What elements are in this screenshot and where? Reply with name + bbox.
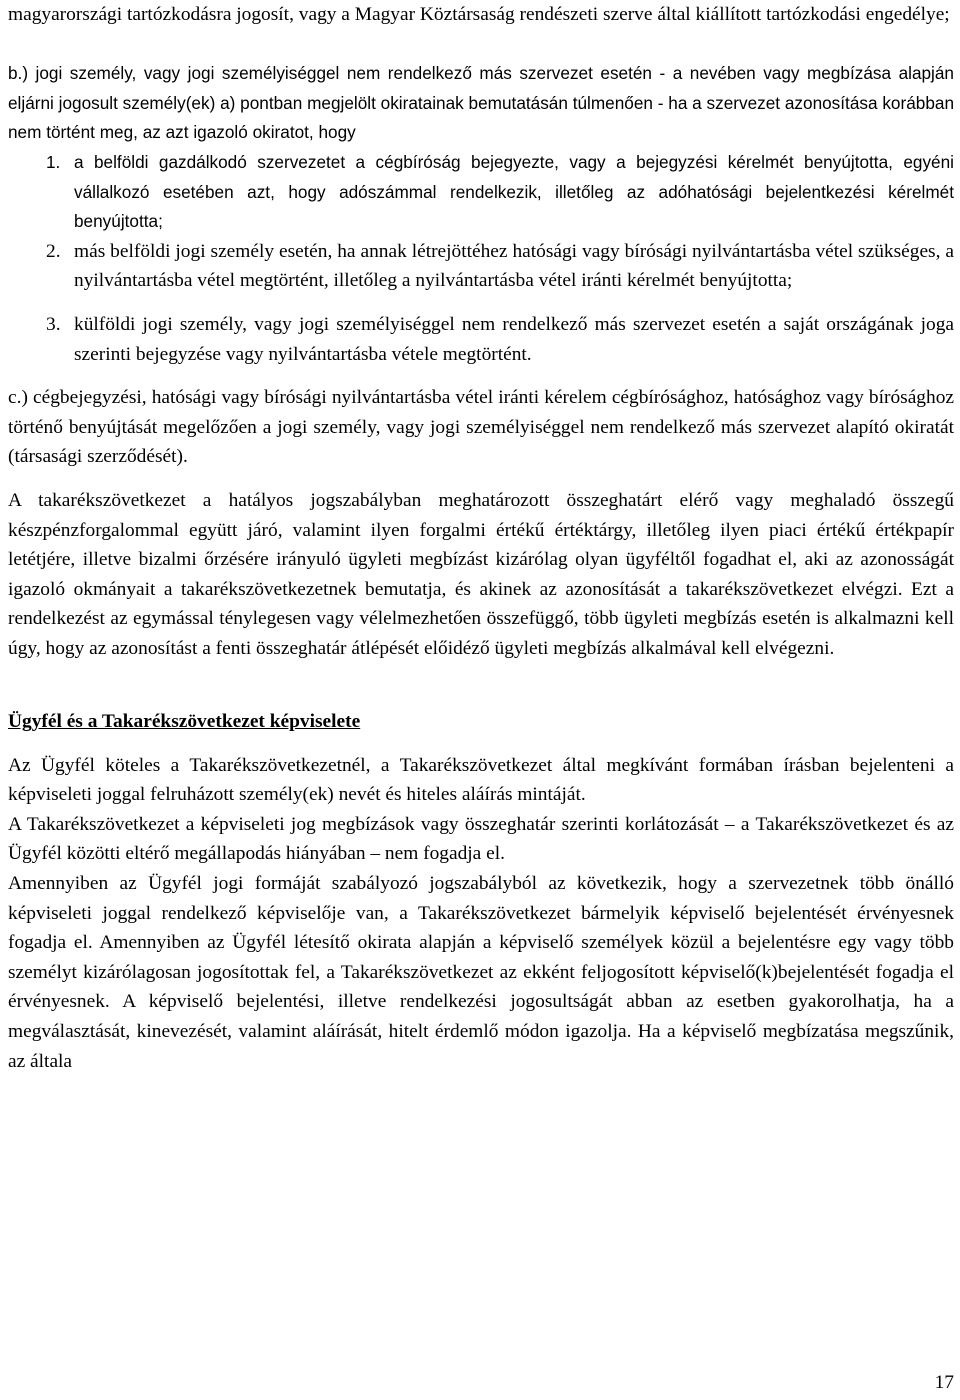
spacer (8, 30, 954, 60)
page-number: 17 (934, 1372, 954, 1394)
list-item-text: külföldi jogi személy, vagy jogi személyiséggel nem rendelkező más szervezet esetén a saját országának joga szerinti bejegyzése vagy nyilvántartásba vétele megtörtént. (74, 313, 954, 365)
list-item-number: 3. (46, 313, 61, 335)
list-item (8, 148, 954, 237)
representation-paragraph-3: Amennyiben az Ügyfél jogi formáját szabályozó jogszabályból az következik, hogy a szervezetnek több önálló képviseleti joggal rendelkező képviselője van, a Takarékszövetkezet bármelyik képviselő bejelentését érvényesnek fogadja el. Amennyiben az Ügyfél létesítő okirata alapján a képviselő személyek közül a bejelentésre egy vagy több személyt kizárólagosan jogosítottak fel, a Takarékszövetkezet az ekként feljogosított képviselő(k)bejelentését fogadja el érvényesnek. A képviselő bejelentési, illetve rendelkezési jogosultságát abban az esetben gyakorolhatja, ha a megválasztását, kinevezését, valamint aláírását, hitelt érdemlő módon igazolja. Ha a képviselő megbízatása megszűnik, az általa (8, 873, 954, 1072)
section-c-paragraph: c.) cégbejegyzési, hatósági vagy bírósági nyilvántartásba vétel iránti kérelem cégbírósághoz, hatósághoz vagy bírósághoz történő benyújtását megelőzően a jogi személy, vagy jogi személyiséggel nem rendelkező más szervezet alapító okiratát (társasági szerződését). (8, 387, 954, 468)
threshold-paragraph: A takarékszövetkezet a hatályos jogszabályban meghatározott összeghatárt elérő vagy meghaladó összegű készpénzforgalommal együtt járó, valamint ilyen forgalmi értékű értéktárgy, illetőleg ilyen piaci értékű értékpapír letétjére, illetve bizalmi őrzésére irányuló ügyleti megbízást kizárólag olyan ügyféltől fogadhat el, aki az azonosságát igazoló okmányait a takarékszövetkezetnek bemutatja, és akinek az azonosítását a takarékszövetkezet elvégzi. Ezt a rendelkezést az egymással ténylegesen vagy vélelmezhetően összefüggő, több ügyleti megbízás esetén is alkalmazni kell úgy, hogy az azonosítást a fenti összeghatár átlépését előidéző ügyleti megbízás alkalmával kell elvégezni. (8, 489, 954, 659)
representation-paragraph-1: Az Ügyfél köteles a Takarékszövetkezetnél, a Takarékszövetkezet által megkívánt formában írásban bejelenteni a képviseleti joggal felruházott személy(ek) nevét és hiteles aláírás mintáját. (8, 754, 954, 806)
representation-paragraph-2: A Takarékszövetkezet a képviseleti jog megbízások vagy összeghatár szerinti korlátozását – a Takarékszövetkezet és az Ügyfél közötti eltérő megállapodás hiányában – nem fogadja el. (8, 813, 954, 865)
spacer (8, 472, 954, 486)
section-heading: Ügyfél és a Takarékszövetkezet képviselete (8, 711, 361, 733)
list-item-text: más belföldi jogi személy esetén, ha annak létrejöttéhez hatósági vagy bírósági nyilvántartásba vétel szükséges, a nyilvántartásba vétel megtörtént, illetőleg a nyilvántartásba vétel iránti kérelmét benyújtotta; (74, 240, 954, 292)
list-item (8, 310, 954, 369)
spacer (8, 296, 954, 310)
requirements-list (8, 148, 954, 369)
spacer (8, 663, 954, 693)
list-item-text: a belföldi gazdálkodó szervezetet a cégbíróság bejegyezte, vagy a bejegyzési kérelmét benyújtotta, egyéni vállalkozó esetében azt, hogy adószámmal rendelkezik, illetőleg az adóhatósági bejelentkezési kérelmét benyújtotta; (74, 151, 954, 232)
spacer (8, 693, 954, 707)
spacer (8, 369, 954, 383)
spacer (8, 737, 954, 751)
document-page (8, 0, 954, 1076)
intro-paragraph: magyarországi tartózkodásra jogosít, vagy a Magyar Köztársaság rendészeti szerve által kiállított tartózkodási engedélye; (8, 4, 950, 25)
list-item-number: 1. (46, 151, 61, 172)
list-item-number: 2. (46, 240, 61, 262)
section-b-paragraph: b.) jogi személy, vagy jogi személyiséggel nem rendelkező más szervezet esetén - a nevében vagy megbízása alapján eljárni jogosult személy(ek) a) pontban megjelölt okiratainak bemutatásán túlmenően - ha a szervezet azonosítása korábban nem történt meg, az azt igazoló okiratot, hogy (8, 63, 954, 143)
list-item (8, 237, 954, 296)
